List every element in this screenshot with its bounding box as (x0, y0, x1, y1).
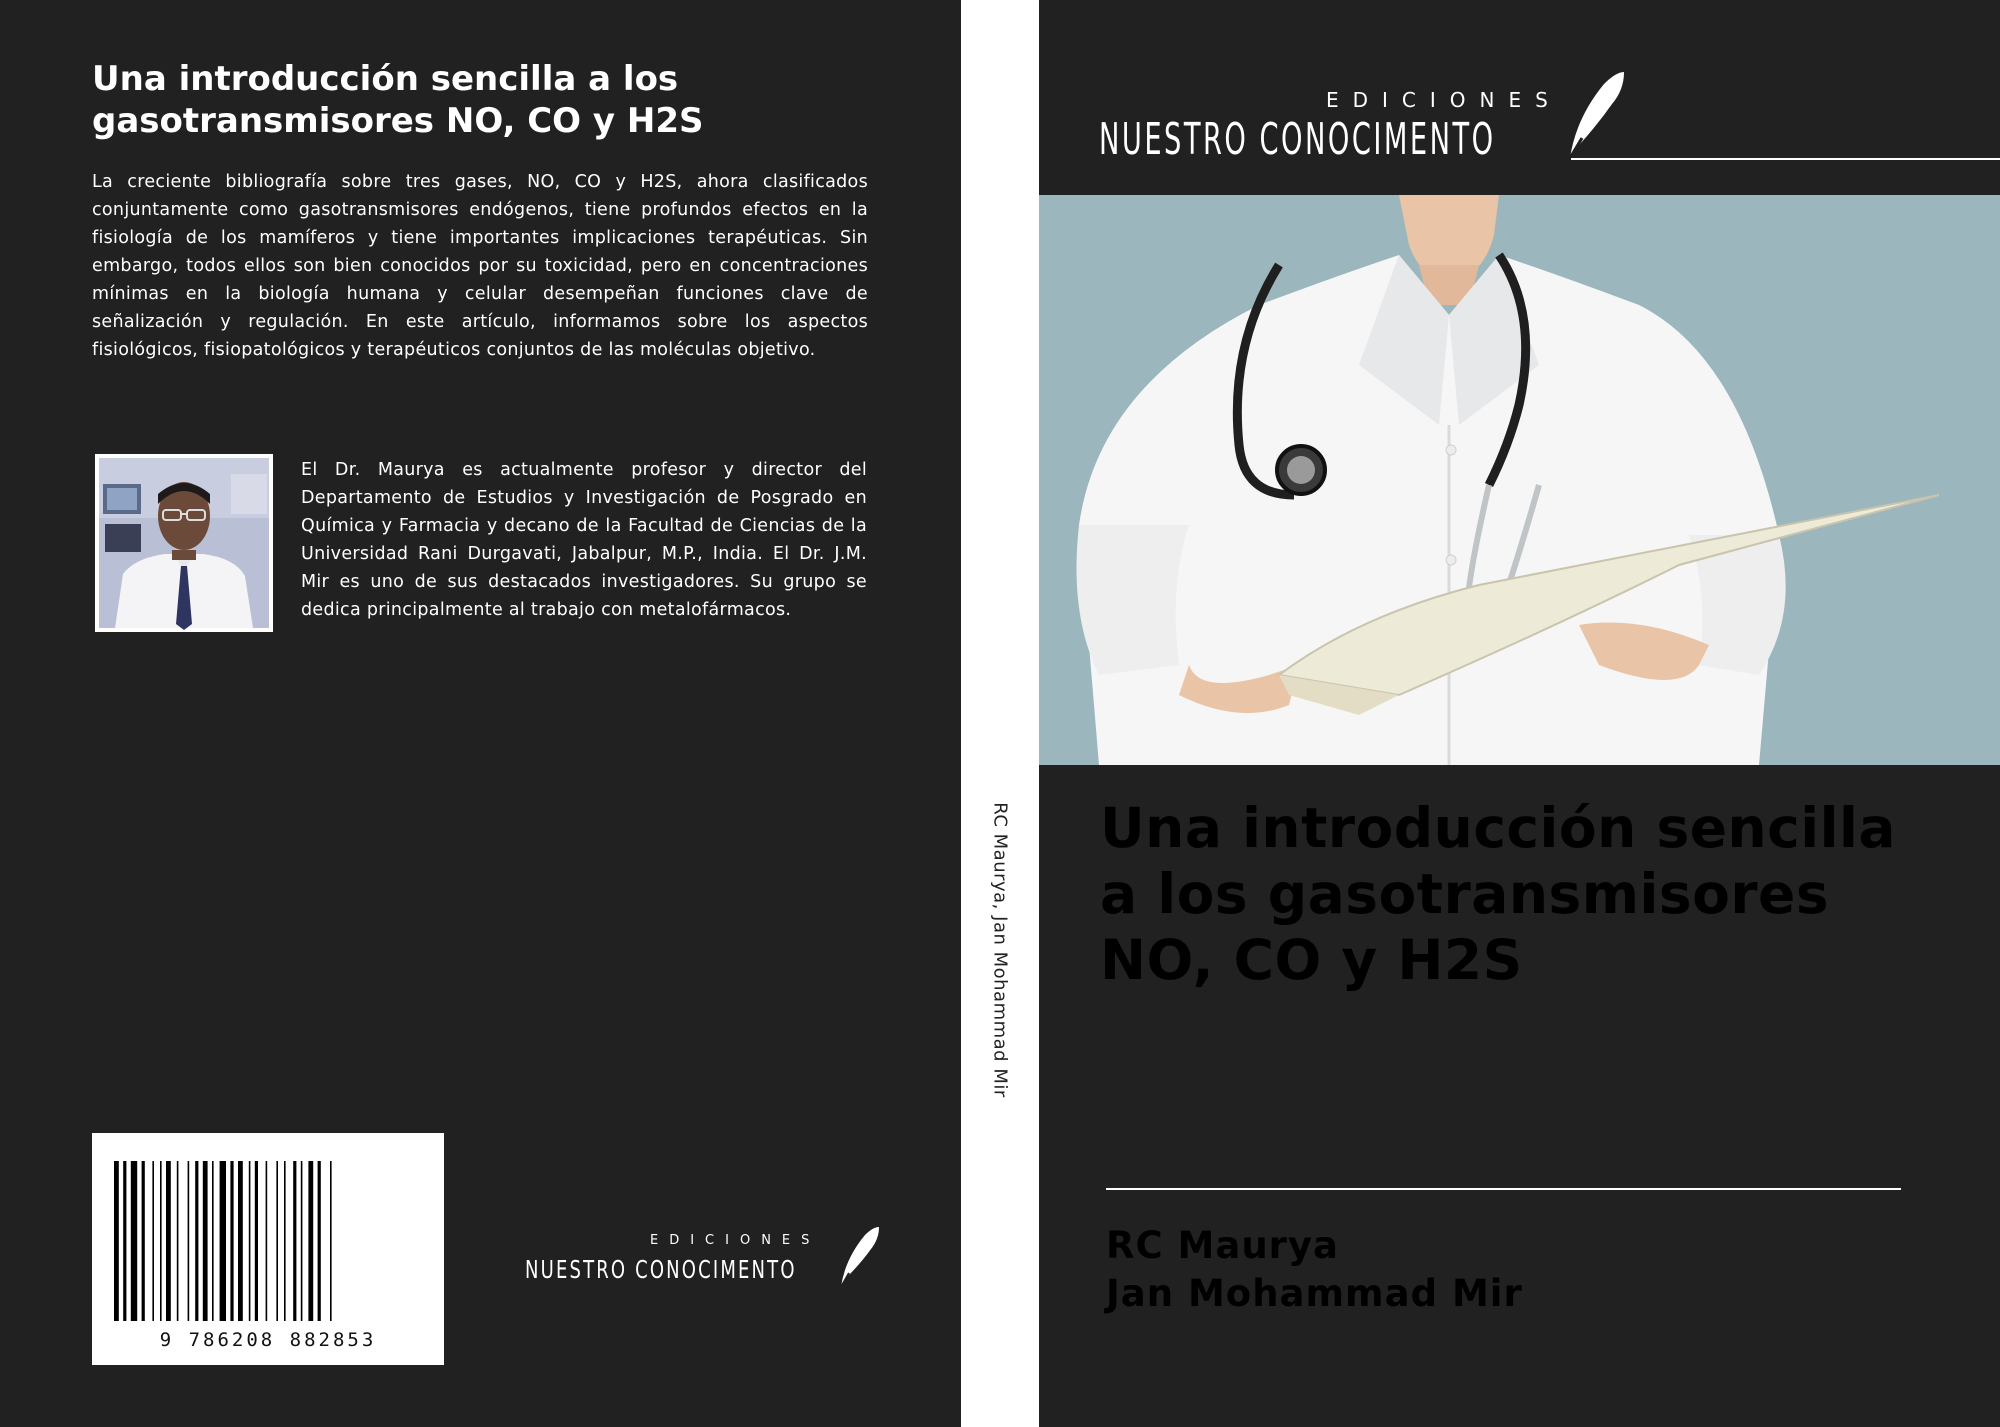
barcode-bar (195, 1161, 198, 1321)
barcode-bar (318, 1161, 321, 1321)
barcode-bar (203, 1161, 208, 1321)
author-portrait-image (95, 454, 273, 632)
barcode-bar (238, 1161, 243, 1321)
barcode-image (92, 1133, 444, 1333)
barcode-bar (255, 1161, 258, 1321)
barcode-bar (249, 1161, 251, 1321)
barcode-bar (114, 1161, 119, 1321)
isbn-barcode (92, 1133, 444, 1365)
quill-pen-icon (835, 1225, 881, 1289)
author-divider-line (1106, 1188, 1901, 1190)
front-title-line-2: a los gasotransmisores (1100, 862, 1830, 926)
front-title-line-1: Una introducción sencilla (1100, 796, 1896, 860)
barcode-bar (284, 1161, 286, 1321)
barcode-bar (188, 1161, 190, 1321)
barcode-bar (301, 1161, 303, 1321)
book-synopsis: La creciente bibliografía sobre tres gases, NO, CO y H2S, ahora clasificados conjuntamente como gasotransmisores endógenos, tiene profundos efectos en la fisiología de los mamíferos y tiene importantes implicaciones terapéuticas. Sin embargo, todos ellos son bien conocidos por su toxicidad, pero en concentraciones mínimas en la biología humana y celular desempeñan funciones clave de señalización y regulación. En este artículo, informamos sobre los aspectos fisiológicos, fisiopatológicos y terapéuticos conjuntos de las moléculas objetivo. (92, 172, 868, 360)
spine-author-text: RC Maurya, Jan Mohammad Mir (989, 802, 1011, 1098)
author-name-2: Jan Mohammad Mir (1106, 1272, 1523, 1315)
author-name-1: RC Maurya (1106, 1224, 1339, 1267)
barcode-bar (293, 1161, 296, 1321)
barcode-bar (166, 1161, 171, 1321)
author-list (1106, 1222, 1523, 1318)
barcode-bar (212, 1161, 214, 1321)
barcode-bar (308, 1161, 313, 1321)
logo-underline (1571, 158, 2000, 160)
cover-photo (1039, 195, 2000, 765)
barcode-bar (131, 1161, 137, 1321)
isbn-number: 9 786208 882853 (159, 1329, 377, 1351)
front-logo-top-text: EDICIONES (1326, 88, 1562, 112)
barcode-bar (177, 1161, 179, 1321)
book-spine (961, 0, 1039, 1427)
quill-pen-icon (1564, 70, 1626, 160)
barcode-bar (230, 1161, 233, 1321)
author-biography: El Dr. Maurya es actualmente profesor y director del Departamento de Estudios y Investigación de Posgrado en Química y Farmacia y decano de la Facultad de Ciencias de la Universidad Rani Durgavati, Jabalpur, M.P., India. El Dr. J.M. Mir es uno de sus destacados investigadores. Su grupo se dedica principalmente al trabajo con metalofármacos. (301, 460, 867, 620)
barcode-bar (160, 1161, 162, 1321)
back-cover (0, 0, 961, 1427)
back-logo-top-text: EDICIONES (650, 1233, 821, 1248)
front-logo-bottom-text: NUESTRO CONOCIMENTO (1099, 114, 1496, 165)
back-publisher-logo (525, 1225, 885, 1295)
front-publisher-logo (1099, 70, 1999, 170)
back-logo-bottom-text: NUESTRO CONOCIMENTO (525, 1255, 797, 1284)
barcode-bar (330, 1161, 332, 1321)
barcode-bar (220, 1161, 226, 1321)
barcode-bar (276, 1161, 278, 1321)
barcode-bar (142, 1161, 145, 1321)
author-photo (95, 454, 273, 632)
barcode-bar (152, 1161, 154, 1321)
front-cover-title (1100, 795, 1960, 993)
barcode-bar (266, 1161, 268, 1321)
barcode-bar (123, 1161, 126, 1321)
back-cover-title: Una introducción sencilla a los gasotransmisores NO, CO y H2S (92, 59, 704, 141)
doctor-with-stethoscope-image (1039, 195, 2000, 765)
front-title-line-3: NO, CO y H2S (1100, 928, 1523, 992)
